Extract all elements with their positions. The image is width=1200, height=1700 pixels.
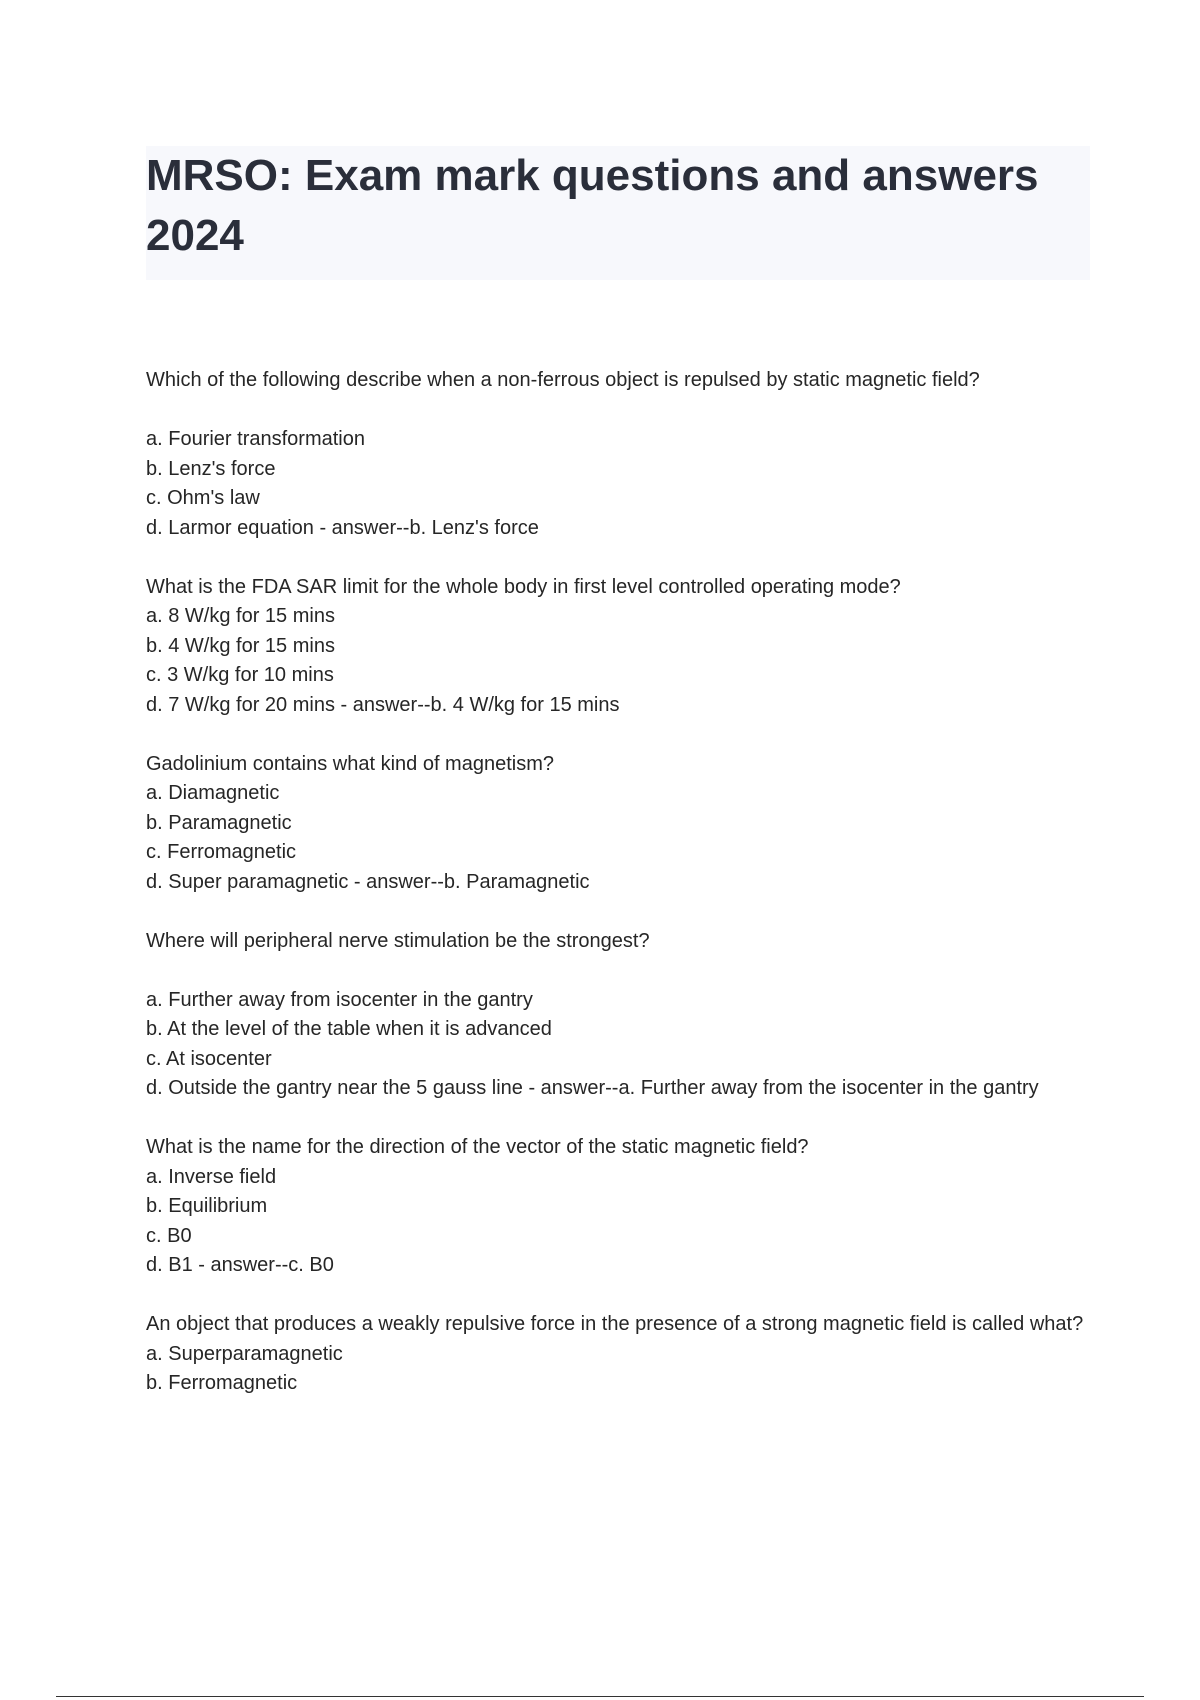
title-banner [146, 146, 1090, 280]
answer-option-a: a. Further away from isocenter in the gantry [146, 988, 533, 1011]
question-text: What is the FDA SAR limit for the whole body in first level controlled operating mode? [146, 575, 901, 598]
answer-option-a: a. Diamagnetic [146, 782, 280, 804]
question-text: Gadolinium contains what kind of magnetism? [146, 752, 554, 775]
answer-option-c: c. At isocenter [146, 1047, 272, 1070]
answer-option-b: b. 4 W/kg for 15 mins [146, 634, 335, 657]
answer-option-d: d. Outside the gantry near the 5 gauss line - answer--a. Further away from the isocenter in the gantry [146, 1077, 1039, 1099]
question-block-6 [146, 1310, 1086, 1399]
document-title: MRSO: Exam mark questions and answers 2024 [146, 151, 1039, 260]
question-text: Which of the following describe when a non-ferrous object is repulsed by static magnetic field? [146, 369, 980, 391]
question-block-5 [146, 1133, 1086, 1281]
question-text: Where will peripheral nerve stimulation be the strongest? [146, 929, 650, 952]
answer-option-a: a. Inverse field [146, 1165, 277, 1188]
answer-option-c: c. Ohm's law [146, 487, 260, 509]
question-text: An object that produces a weakly repulsive force in the presence of a strong magnetic field is called what? [146, 1313, 1084, 1335]
answer-option-b: b. Paramagnetic [146, 811, 292, 834]
answer-option-c: c. Ferromagnetic [146, 841, 297, 863]
answer-option-c: c. B0 [146, 1224, 192, 1247]
answer-option-a: a. 8 W/kg for 15 mins [146, 605, 335, 627]
answer-option-d: d. Larmor equation - answer--b. Lenz's force [146, 516, 539, 539]
question-text: What is the name for the direction of the vector of the static magnetic field? [146, 1136, 809, 1158]
question-block-4 [146, 927, 1086, 1104]
answer-option-b: b. Ferromagnetic [146, 1372, 298, 1394]
question-block-3 [146, 750, 1086, 898]
answer-option-d: d. B1 - answer--c. B0 [146, 1254, 334, 1276]
answer-option-b: b. Lenz's force [146, 457, 276, 480]
answer-option-a: a. Superparamagnetic [146, 1342, 343, 1365]
question-list [146, 366, 1086, 1428]
answer-option-d: d. 7 W/kg for 20 mins - answer--b. 4 W/kg for 15 mins [146, 693, 620, 716]
answer-option-b: b. At the level of the table when it is advanced [146, 1018, 552, 1040]
answer-option-a: a. Fourier transformation [146, 428, 365, 450]
question-block-1 [146, 366, 1086, 543]
answer-option-d: d. Super paramagnetic - answer--b. Paramagnetic [146, 870, 590, 893]
page-footer-rule [56, 1696, 1144, 1697]
question-block-2 [146, 573, 1086, 721]
answer-option-c: c. 3 W/kg for 10 mins [146, 664, 334, 686]
answer-option-b: b. Equilibrium [146, 1195, 268, 1217]
